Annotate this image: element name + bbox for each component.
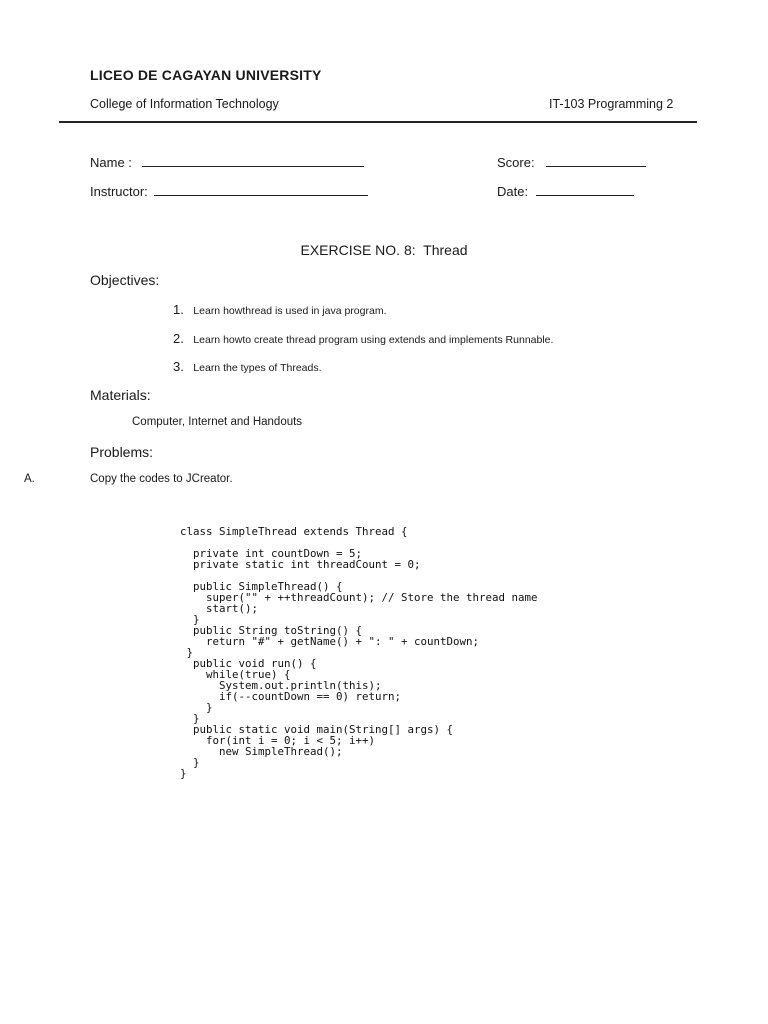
objective-text: Learn the types of Threads. (193, 362, 322, 374)
name-blank (142, 154, 364, 167)
score-label: Score: (497, 155, 535, 170)
problems-heading: Problems: (90, 444, 154, 460)
code-line: new SimpleThread(); (180, 745, 343, 758)
course-code: IT-103 Programming 2 (549, 97, 674, 111)
code-line: } (180, 767, 187, 780)
code-line: public static void main(String[] args) { (180, 723, 454, 736)
date-blank (536, 183, 634, 196)
instructor-blank (154, 183, 368, 196)
code-line: public SimpleThread() { (180, 580, 343, 593)
exercise-title: EXERCISE NO. 8: Thread (300, 242, 468, 258)
code-line: for(int i = 0; i < 5; i++) (180, 734, 376, 747)
materials-text: Computer, Internet and Handouts (132, 416, 303, 428)
score-blank (546, 154, 646, 167)
date-field (497, 183, 634, 199)
code-line: return "#" + getName() + ": " + countDown; (180, 635, 480, 648)
objective-text: Learn howto create thread program using extends and implements Runnable. (193, 334, 554, 346)
code-line: while(true) { (180, 668, 291, 681)
college-name: College of Information Technology (90, 97, 279, 111)
code-line: private int countDown = 5; (180, 547, 363, 560)
objective-text: Learn howthread is used in java program. (193, 305, 387, 317)
code-line: super("" + ++threadCount); // Store the thread name (180, 591, 538, 604)
code-line: start(); (180, 602, 259, 615)
code-line: } (180, 701, 213, 714)
code-line: } (180, 756, 200, 769)
code-line: if(--countDown == 0) return; (180, 690, 402, 703)
objective-item (173, 358, 322, 376)
objectives-heading: Objectives: (90, 272, 160, 288)
university-name: LICEO DE CAGAYAN UNIVERSITY (90, 67, 322, 83)
score-field (497, 154, 646, 170)
code-listing (180, 526, 538, 779)
objective-number: 3. (173, 359, 184, 374)
code-line: } (180, 712, 200, 725)
materials-heading: Materials: (90, 387, 151, 403)
objective-number: 1. (173, 302, 184, 317)
objective-item (173, 301, 387, 319)
code-line: System.out.println(this); (180, 679, 382, 692)
code-line: } (180, 646, 194, 659)
name-label: Name : (90, 155, 132, 170)
instructor-label: Instructor: (90, 184, 148, 199)
problem-label: A. (24, 473, 35, 485)
objective-number: 2. (173, 331, 184, 346)
objective-item (173, 330, 553, 348)
header-divider (59, 121, 697, 123)
code-line: class SimpleThread extends Thread { (180, 525, 408, 538)
instructor-field (90, 183, 368, 199)
code-line: private static int threadCount = 0; (180, 558, 421, 571)
code-line: } (180, 613, 200, 626)
problem-instruction: Copy the codes to JCreator. (90, 473, 233, 485)
code-line: public String toString() { (180, 624, 363, 637)
date-label: Date: (497, 184, 529, 199)
code-line: public void run() { (180, 657, 317, 670)
name-field (90, 154, 364, 170)
